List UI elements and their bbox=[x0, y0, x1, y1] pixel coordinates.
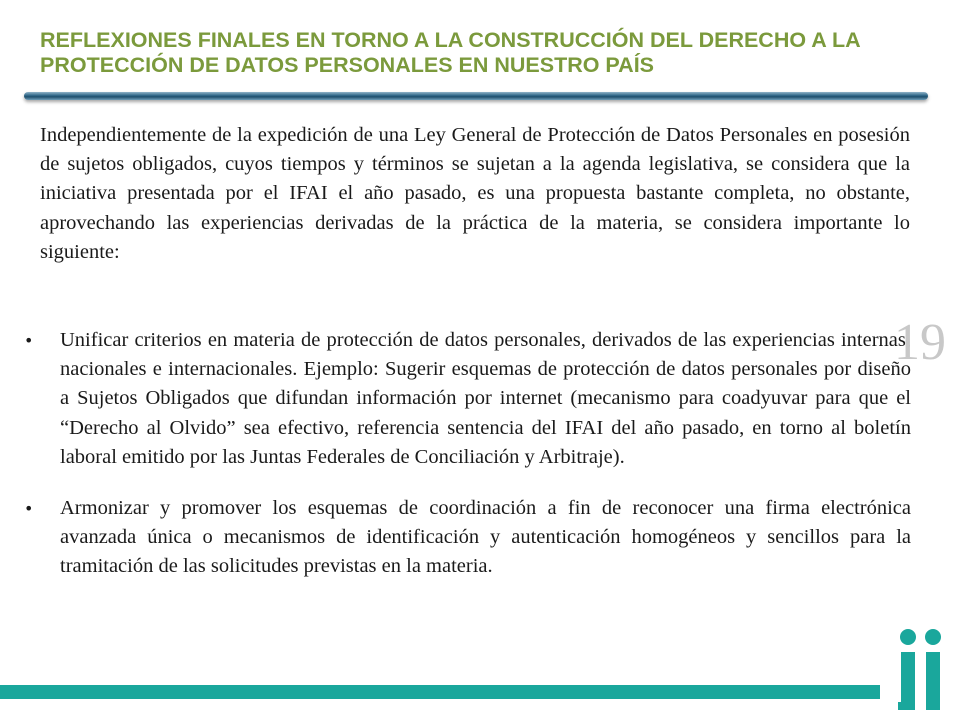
bullet-item bbox=[24, 326, 911, 472]
bullet-list bbox=[24, 326, 911, 604]
bullet-marker: • bbox=[24, 499, 34, 519]
bullet-text: Unificar criterios en materia de protección de datos personales, derivados de las experiencias internas, nacionales e internacionales. Ejemplo: Sugerir esquemas de protección de datos personales por diseño a Sujetos Obligados que difundan información por internet (mecanismo para coadyuvar para que el “Derecho al Olvido” sea efectivo, referencia sentencia del IFAI del año pasado, en torno al boletín laboral emitido por las Juntas Federales de Conciliación y Arbitraje). bbox=[60, 329, 911, 468]
intro-paragraph: Independientemente de la expedición de una Ley General de Protección de Datos Personales en posesión de sujetos obligados, cuyos tiempos y términos se sujetan a la agenda legislativa, se considera que la iniciativa presentada por el IFAI el año pasado, es una propuesta bastante completa, no obstante, aprovechando las experiencias derivadas de la práctica de la materia, se considera importante lo siguiente: bbox=[40, 124, 910, 263]
bullet-text: Armonizar y promover los esquemas de coordinación a fin de reconocer una firma electrónica avanzada única o mecanismos de identificación y autenticación homogéneos y sencillos para la tramitación de las solicitudes previstas en la materia. bbox=[60, 497, 911, 578]
bullet-item bbox=[24, 494, 911, 582]
ii-logo-icon bbox=[896, 626, 946, 712]
footer-band bbox=[0, 685, 880, 699]
slide-title: REFLEXIONES FINALES EN TORNO A LA CONSTRUCCIÓN DEL DERECHO A LA PROTECCIÓN DE DATOS PERSONALES EN NUESTRO PAÍS bbox=[40, 28, 860, 77]
bullet-marker: • bbox=[24, 331, 34, 350]
page-number: 19 bbox=[894, 314, 946, 371]
title-underline-bar bbox=[24, 92, 928, 100]
